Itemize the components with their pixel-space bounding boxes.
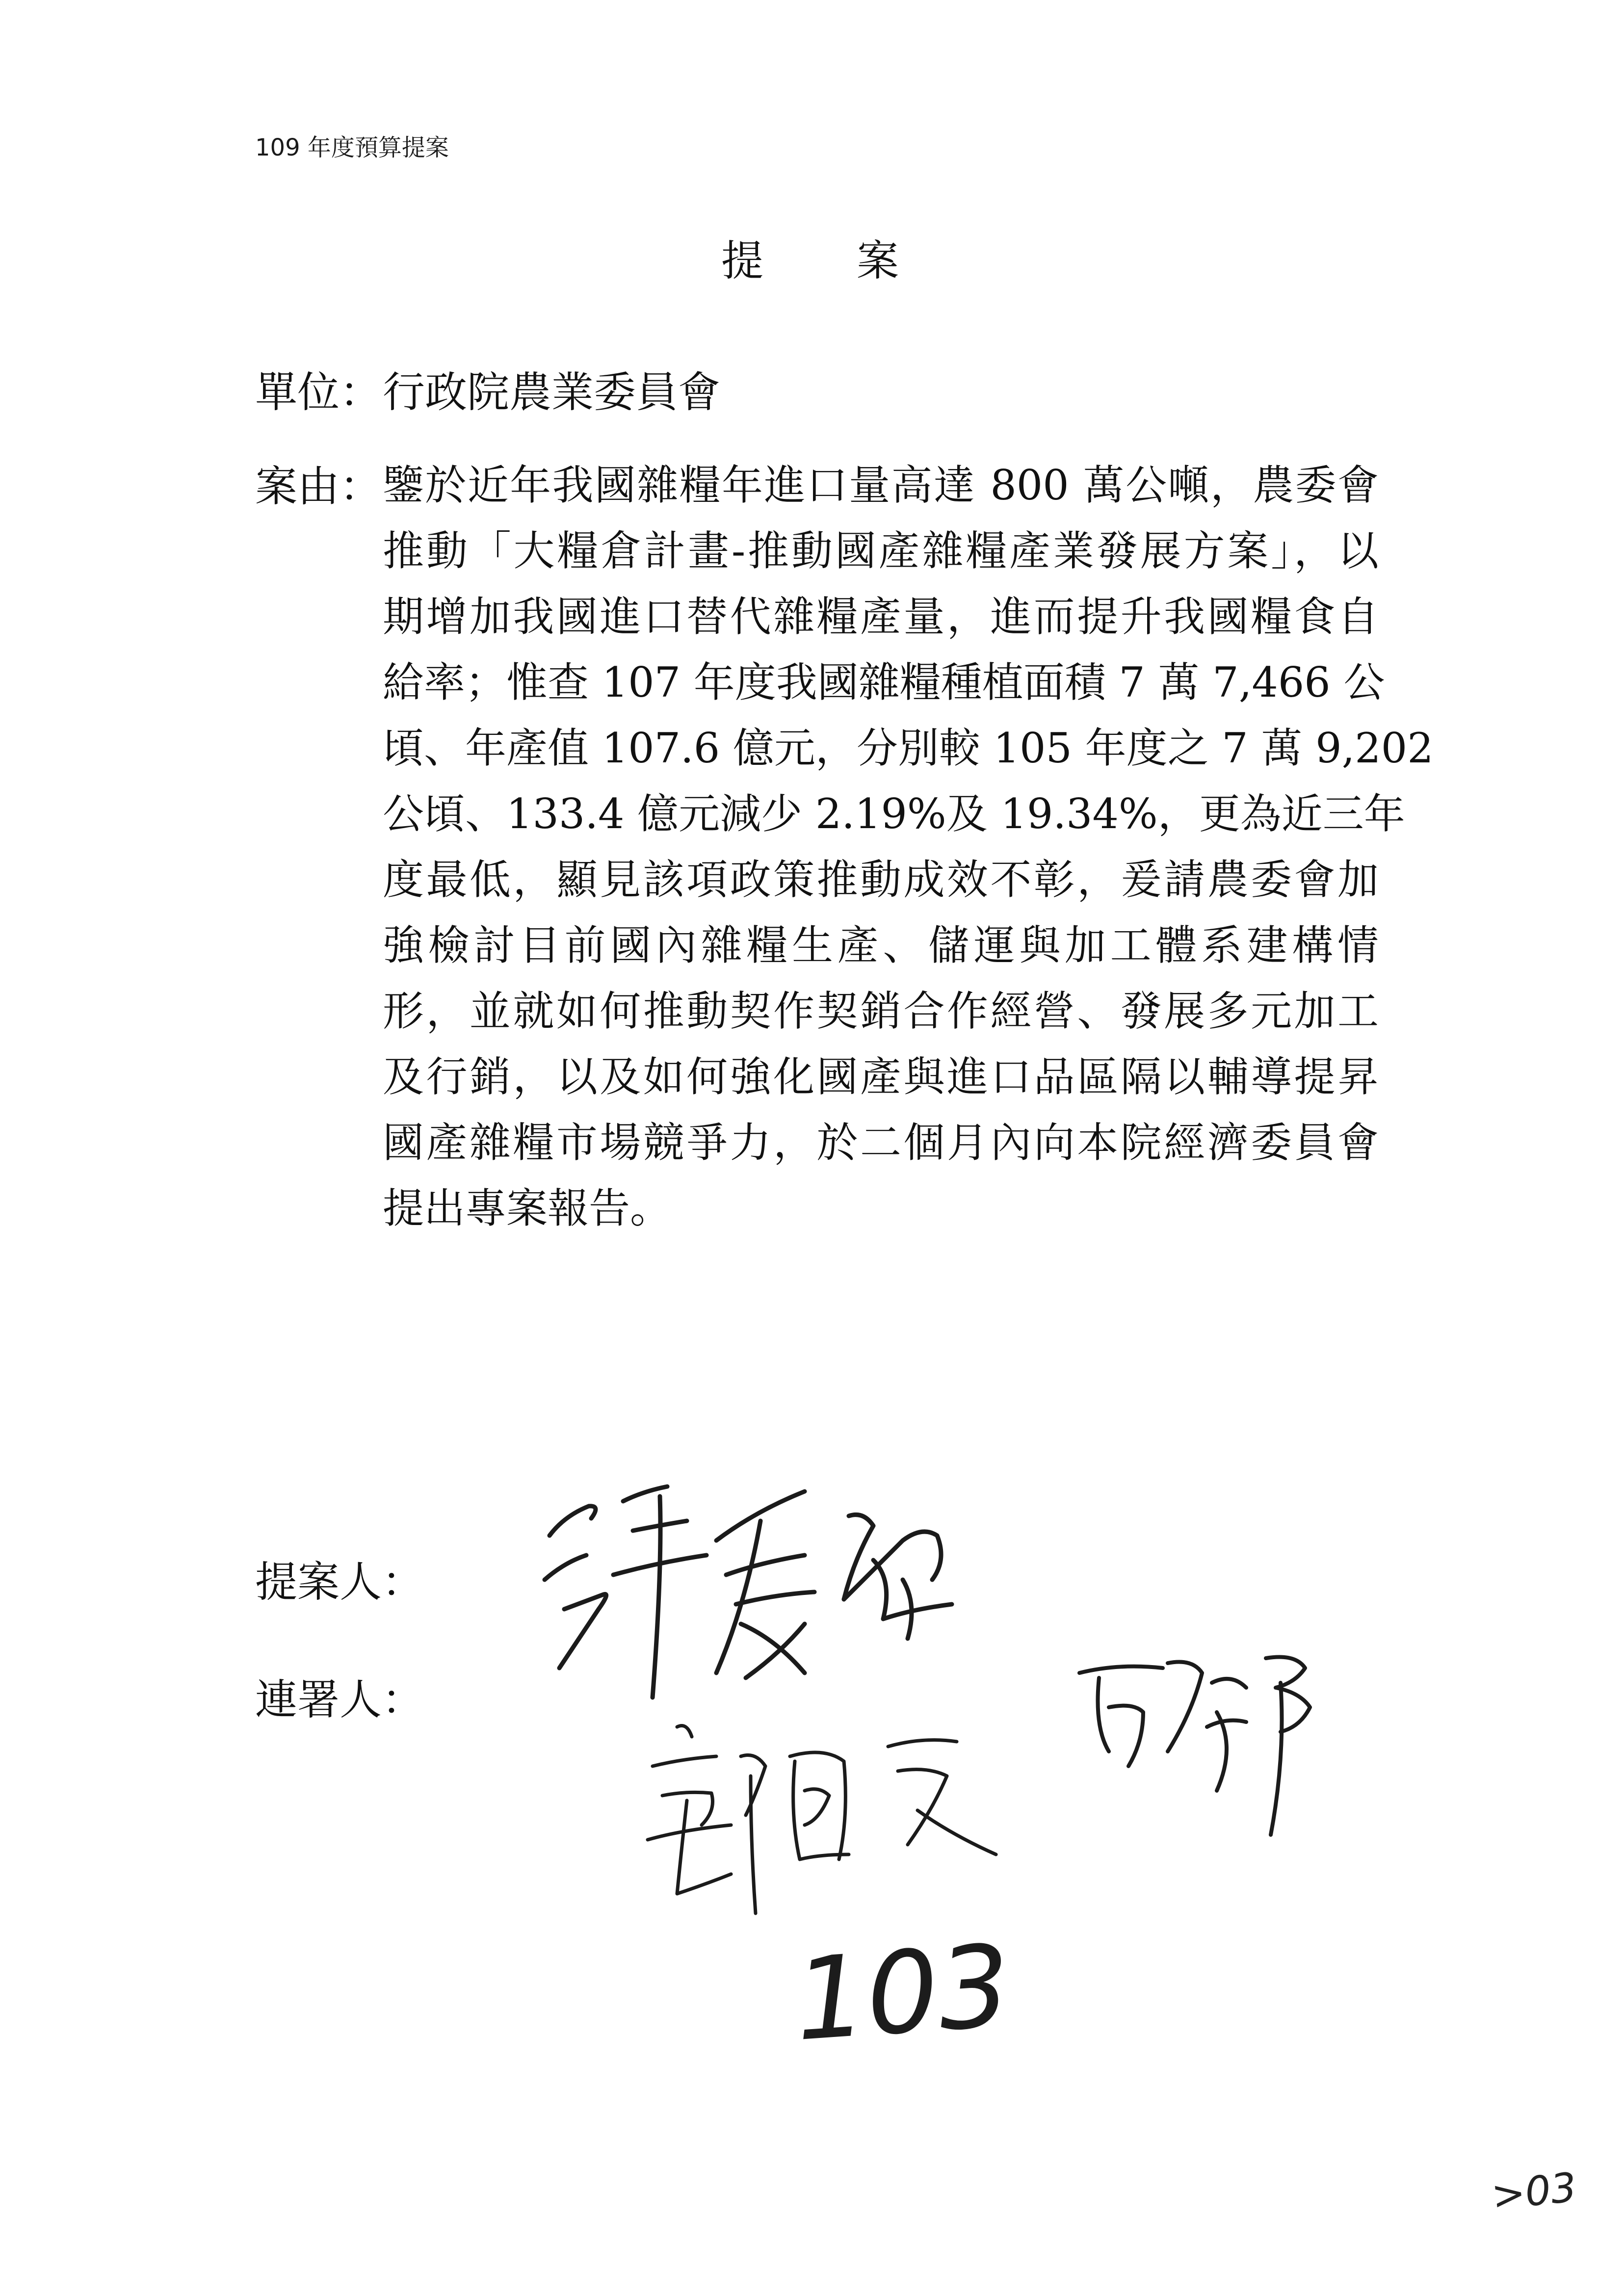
page-number-mark: >03 (1489, 2164, 1579, 2219)
reason-line: 及行銷，以及如何強化國產與進口品區隔以輔導提昇 (383, 1053, 1379, 1101)
reason-line: 推動「大糧倉計畫-推動國產雜糧產業發展方案」，以 (383, 527, 1379, 575)
reason-line: 鑒於近年我國雜糧年進口量高達 800 萬公噸，農委會 (383, 461, 1379, 509)
cosigner-signature-right (1070, 1629, 1344, 1845)
document-title: 提案 (721, 236, 992, 286)
budget-year-note: 109 年度預算提案 (255, 134, 449, 161)
reason-line: 給率；惟查 107 年度我國雜糧種植面積 7 萬 7,466 公 (383, 658, 1385, 706)
reason-line: 提出專案報告。 (383, 1184, 672, 1232)
reason-body (383, 452, 1434, 1241)
cosigner-label: 連署人： (255, 1675, 424, 1724)
reason-line: 期增加我國進口替代雜糧產量，進而提升我國糧食自 (383, 593, 1379, 641)
cosigner-signature-left (633, 1697, 1016, 1923)
reason-line: 強檢討目前國內雜糧生產、儲運與加工體系建構情 (383, 921, 1379, 969)
proposer-signature (530, 1462, 991, 1717)
proposer-label: 提案人： (255, 1558, 424, 1607)
reason-line: 公頃、133.4 億元減少 2.19%及 19.34%，更為近三年 (383, 790, 1405, 838)
reason-line: 國產雜糧市場競爭力，於二個月內向本院經濟委員會 (383, 1119, 1379, 1167)
unit-label: 單位： (255, 368, 382, 417)
reason-line: 頃、年產值 107.6 億元，分別較 105 年度之 7 萬 9,202 (383, 724, 1434, 772)
unit-value: 行政院農業委員會 (383, 368, 720, 417)
reason-label: 案由： (255, 462, 382, 511)
handwritten-number: 103 (790, 1921, 1015, 2066)
reason-line: 度最低，顯見該項政策推動成效不彰，爰請農委會加 (383, 856, 1379, 904)
reason-line: 形，並就如何推動契作契銷合作經營、發展多元加工 (383, 987, 1379, 1035)
